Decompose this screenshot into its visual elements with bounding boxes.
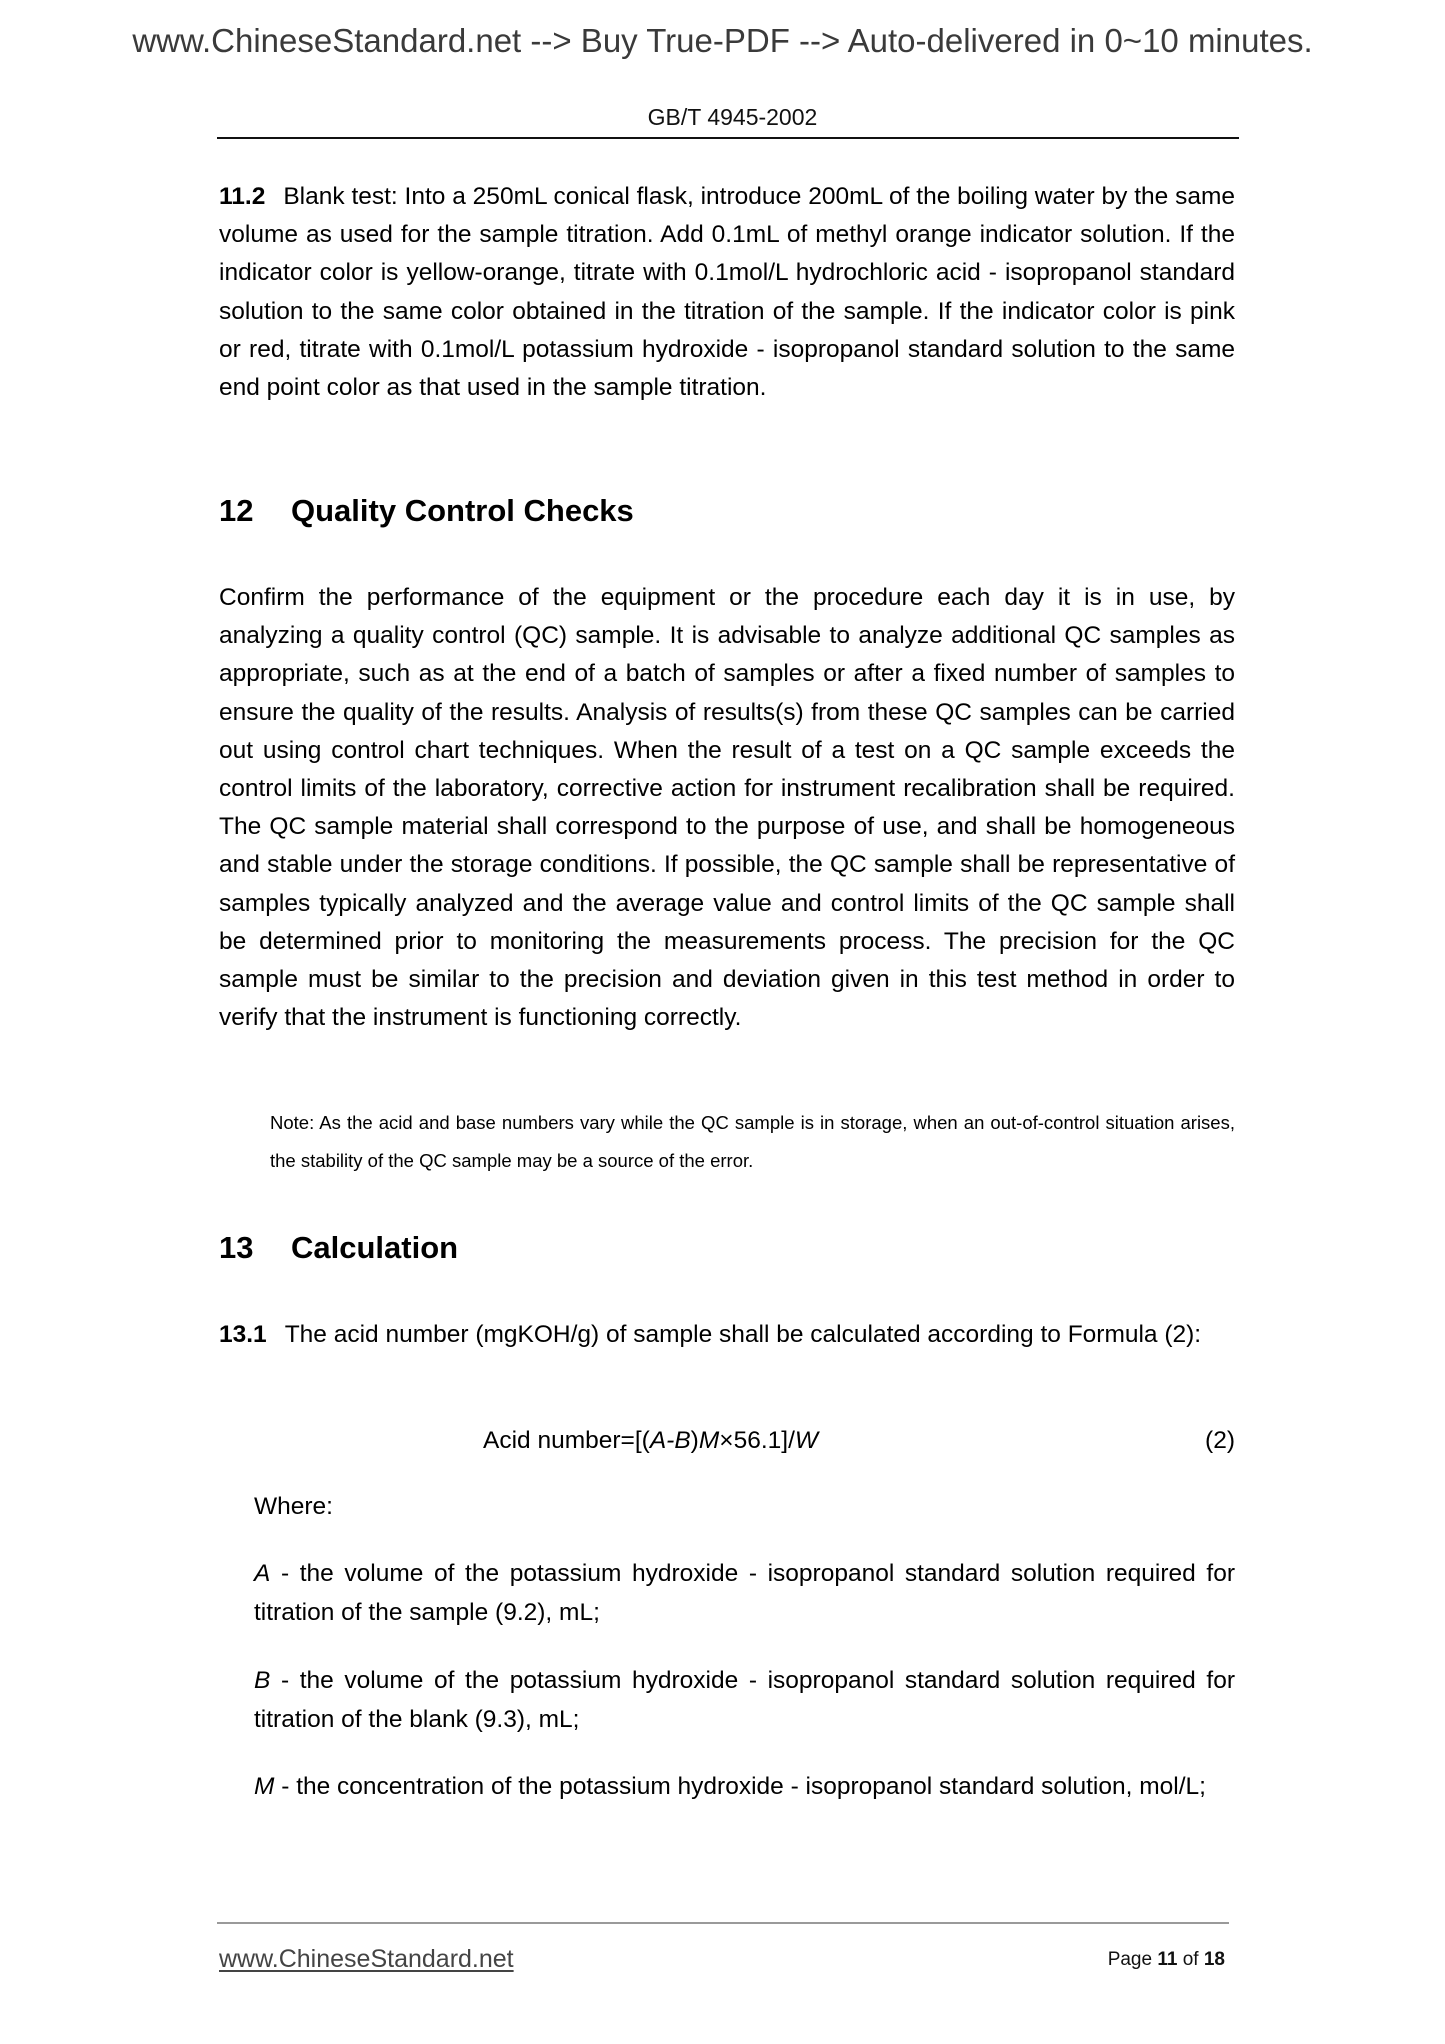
document-id: GB/T 4945-2002	[647, 104, 818, 130]
clause-11-2	[219, 178, 1235, 407]
current-page: 11	[1157, 1949, 1178, 1970]
section-heading-13	[219, 1228, 458, 1268]
equation-number: (2)	[1205, 1427, 1235, 1454]
section-number: 12	[219, 493, 254, 528]
section-heading-12	[219, 491, 634, 531]
definition-m	[254, 1768, 1235, 1807]
definition-a	[254, 1555, 1235, 1632]
section-title: Calculation	[291, 1230, 459, 1265]
clause-number: 13.1	[219, 1321, 267, 1348]
formula-expression: Acid number=[(A-B)M×56.1]/W	[483, 1427, 818, 1454]
section-12-note: Note: As the acid and base numbers vary while the QC sample is in storage, when an out-of-control situation arises, the stability of the QC sample may be a source of the error.	[270, 1112, 1235, 1171]
section-number: 13	[219, 1230, 254, 1265]
symbol: M	[254, 1773, 275, 1800]
section-12-body: Confirm the performance of the equipment or the procedure each day it is in use, by analyzing a quality control (QC) sample. It is advisable to analyze additional QC samples as appropriate, such as at the end of a batch of samples or after a fixed number of samples to ensure the quality of the results. Analysis of results(s) from these QC samples can be carried out using control chart techniques. When the result of a test on a QC sample exceeds the control limits of the laboratory, corrective action for instrument recalibration shall be required. The QC sample material shall correspond to the purpose of use, and shall be homogeneous and stable under the storage conditions. If possible, the QC sample shall be representative of samples typically analyzed and the average value and control limits of the QC sample shall be determined prior to monitoring the measurements process. The precision for the QC sample must be similar to the precision and deviation given in this test method in order to verify that the instrument is functioning correctly.	[219, 584, 1235, 1032]
definition-text: - the volume of the potassium hydroxide - isopropanol standard solution required for titration of the sample (9.2), mL;	[254, 1560, 1235, 1626]
page-number: Page 11 of 18	[1107, 1949, 1225, 1970]
footer-website-link[interactable]: www.ChineseStandard.net	[219, 1945, 514, 1973]
section-title: Quality Control Checks	[291, 493, 634, 528]
clause-number: 11.2	[219, 183, 266, 210]
clause-text: Blank test: Into a 250mL conical flask, introduce 200mL of the boiling water by the same volume as used for the sample titration. Add 0.1mL of methyl orange indicator solution. If the indicator color is yellow-orange, titrate with 0.1mol/L hydrochloric acid - isopropanol standard solution to the same color obtained in the titration of the sample. If the indicator color is pink or red, titrate with 0.1mol/L potassium hydroxide - isopropanol standard solution to the same end point color as that used in the sample titration.	[219, 183, 1235, 402]
symbol: A	[254, 1560, 271, 1587]
header-divider	[217, 137, 1239, 139]
definition-b	[254, 1662, 1235, 1739]
footer-divider	[217, 1922, 1229, 1924]
definition-text: - the volume of the potassium hydroxide - isopropanol standard solution required for titration of the blank (9.3), mL;	[254, 1667, 1235, 1733]
total-pages: 18	[1203, 1949, 1225, 1970]
definition-text: - the concentration of the potassium hydroxide - isopropanol standard solution, mol/L;	[274, 1773, 1206, 1800]
clause-13-1	[219, 1316, 1235, 1354]
clause-text: The acid number (mgKOH/g) of sample shall be calculated according to Formula (2):	[284, 1321, 1202, 1348]
where-label: Where:	[254, 1493, 333, 1520]
header-banner: www.ChineseStandard.net --> Buy True-PDF --> Auto-delivered in 0~10 minutes.	[132, 22, 1313, 59]
symbol: B	[254, 1667, 271, 1694]
